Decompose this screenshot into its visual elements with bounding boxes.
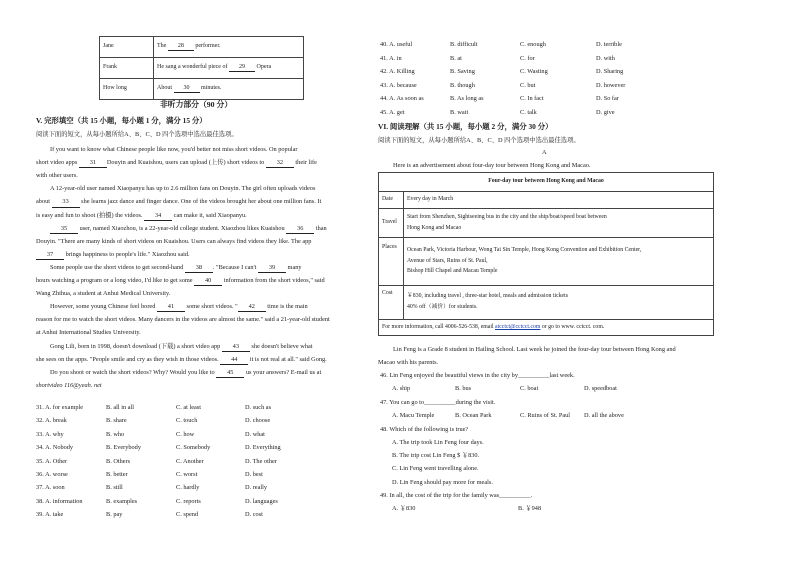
listening-row-value [154, 58, 304, 79]
cloze-line [50, 146, 369, 154]
option[interactable]: D. however [596, 81, 626, 89]
blank[interactable]: 39 [258, 264, 286, 273]
cloze-line [36, 251, 369, 260]
cloze-line [36, 382, 369, 390]
option[interactable]: 36. A. worse [36, 471, 68, 478]
listening-post: minutes. [199, 84, 222, 91]
cloze-line [36, 277, 369, 286]
option[interactable]: 37. A. soon [36, 484, 65, 492]
cloze-text: Do you shoot or watch the short videos? Why? Would you like to [50, 368, 217, 376]
blank[interactable]: 37 [36, 251, 64, 260]
option[interactable]: C. talk [520, 108, 537, 116]
answer-option[interactable]: A. ￥830 [392, 505, 416, 513]
ad-cost-line1: ￥830, including travel , three-star hotel, meals and admission tickets [407, 293, 568, 300]
cloze-text: . "Because I can't [212, 263, 258, 271]
option[interactable]: D. choose [245, 417, 271, 425]
answer-option[interactable]: C. boat [520, 385, 539, 393]
ad-places-line3: Bishop Hill Chapel and Macau Temple [407, 268, 498, 275]
option[interactable]: 39. A. take [36, 511, 64, 519]
option[interactable]: 45. A. get [380, 108, 405, 116]
listening-post: performer. [193, 42, 221, 49]
passage2-line1: Lin Feng is a Grade 8 student in Hailing School. Last week he joined the four-day tour between Hong Kong and [393, 346, 676, 353]
option[interactable]: B. all in all [106, 404, 134, 411]
ad-table [378, 172, 714, 336]
answer-option[interactable]: D. speedboat [584, 385, 617, 393]
option[interactable]: B. examples [106, 497, 138, 505]
option[interactable]: C. at least [176, 404, 202, 411]
cloze-line [36, 356, 369, 365]
cloze-text: us your answers? E-mail us at [244, 368, 322, 376]
option[interactable]: B. still [106, 484, 123, 492]
option[interactable]: D. really [245, 484, 268, 492]
listening-row [100, 58, 304, 79]
option[interactable]: C. reports [176, 497, 201, 505]
cloze-text: A 12-year-old user named Xiaopanyu has up to 2.6 million fans on Douyin. The girl often uploads videos [50, 185, 316, 193]
cloze-text: Douyin and Kuaishou, users can upload (上传) short videos to [106, 159, 266, 167]
option[interactable]: C. how [176, 430, 195, 438]
passage2-line2: Macao with his parents. [378, 359, 439, 366]
cloze-line [36, 238, 369, 246]
cloze-text: is easy and fun to shoot (拍摄) the videos. [36, 211, 145, 219]
option[interactable]: 44. A. As soon as [380, 95, 424, 102]
listening-row-key: Frank [100, 58, 154, 79]
option[interactable]: 33. A. why [36, 430, 64, 438]
blank[interactable]: 44 [220, 356, 248, 365]
ad-places-key: Places [379, 238, 404, 286]
blank[interactable]: 28 [168, 43, 194, 52]
option[interactable]: B. better [106, 471, 128, 478]
blank[interactable]: 42 [238, 303, 266, 312]
option[interactable]: C. touch [176, 417, 198, 425]
option[interactable]: 35. A. Other [36, 457, 68, 465]
option[interactable]: C. hardly [176, 484, 200, 492]
cloze-line [36, 329, 369, 337]
blank[interactable]: 41 [157, 303, 185, 312]
cloze-text: Wang Zhihua, a student at Anhui Medical University. [36, 290, 171, 298]
answer-option[interactable]: B. Ocean Park [455, 412, 492, 420]
ad-more-info [379, 320, 714, 336]
answer-option[interactable]: A. ship [392, 385, 411, 393]
blank[interactable]: 43 [222, 343, 250, 352]
ad-places-line1: Ocean Park, Victoria Harbour, Wong Tai Sin Temple, Hong Kong Convention and Exhibition Center, [407, 247, 642, 254]
cloze-line [36, 212, 369, 221]
listening-row-value [154, 79, 304, 100]
cloze-text: Gong Lili, born in 1998, doesn't download (下载) a short video app [50, 342, 222, 350]
blank[interactable]: 35 [50, 225, 78, 234]
ad-email-link[interactable]: atcctct@cctcct.com [495, 323, 541, 330]
cloze-text: brings happiness to people's life." Xiaozhou said. [64, 250, 190, 258]
ad-date-key: Date [379, 192, 404, 209]
option[interactable]: C. enough [520, 41, 546, 48]
question-stem: 49. In all, the cost of the trip for the family was__________. [380, 491, 533, 499]
ad-places-line2: Avenue of Stars, Ruins of St. Paul, [407, 257, 488, 264]
cloze-text: it is not real at all." said Gong. [248, 355, 327, 363]
answer-option[interactable]: B. ￥948 [518, 505, 542, 513]
option[interactable]: D. terrible [596, 41, 622, 48]
answer-option[interactable]: B. The trip cost Lin Feng $ ￥830. [392, 452, 480, 460]
listening-row [100, 79, 304, 100]
option[interactable]: B. Everybody [106, 444, 141, 452]
option[interactable]: 38. A. information [36, 497, 83, 505]
cloze-text: If you want to know what Chinese people like now, you'd better not miss short videos. On popular [50, 146, 298, 153]
option[interactable]: B. Saving [450, 68, 475, 75]
cloze-text: reason for me to watch the short videos. Many dancers in the videos are almost the same." said a 21-year-old student [36, 316, 330, 324]
option[interactable]: B. pay [106, 511, 123, 519]
option[interactable]: C. Wasting [520, 68, 548, 75]
blank[interactable]: 32 [266, 159, 294, 168]
ad-more-text: For more information, call 4006-526-538, email [382, 323, 496, 330]
cloze-text: at Anhui International Studies University. [36, 329, 141, 337]
blank[interactable]: 30 [174, 85, 200, 94]
answer-option[interactable]: D. all the above [584, 412, 624, 420]
option[interactable]: B. difficult [450, 41, 478, 48]
cloze-text: she sees on the apps. "People smile and cry as they wish in those videos. [36, 355, 221, 363]
listening-table [99, 36, 304, 100]
cloze-text: Some people use the short videos to get second-hand [50, 263, 185, 271]
answer-option[interactable]: A. Macu Temple [392, 412, 435, 420]
section5-instruction: 阅读下面的短文，从每小题所给A、B、C、D 四个选项中选出最佳选项。 [36, 131, 238, 138]
option[interactable]: C. In fact [520, 95, 544, 102]
cloze-text: user, named Xiaozhou, is a 22-year-old college student. Xiaozhou likes Kuaishou [78, 224, 287, 232]
cloze-line [36, 172, 369, 180]
ad-cost-line2: 40% off（减价）for students. [407, 304, 478, 310]
answer-option[interactable]: B. bus [455, 385, 472, 393]
cloze-text: information from the short videos," said [222, 277, 325, 284]
option[interactable]: C. spend [176, 511, 199, 519]
cloze-text: she doesn't believe what [249, 342, 313, 350]
option[interactable]: D. So far [596, 95, 619, 102]
cloze-text: short video apps [36, 159, 79, 167]
option[interactable]: 34. A. Nobody [36, 444, 74, 452]
cloze-text: about [36, 198, 52, 206]
cloze-text: many [285, 263, 302, 271]
option[interactable]: 43. A. because [380, 81, 417, 89]
listening-row-key: How long [100, 79, 154, 100]
cloze-text: shortvideo 116@yeah. net [36, 381, 102, 389]
cloze-line [36, 316, 369, 324]
option[interactable]: D. give [596, 108, 615, 116]
option[interactable]: B. though [450, 81, 475, 89]
option[interactable]: C. but [520, 81, 536, 89]
cloze-line [50, 369, 369, 378]
blank[interactable]: 38 [185, 264, 213, 273]
question-stem: 46. Lin Feng enjoyed the beautiful views in the city by__________last week. [380, 372, 575, 379]
cloze-text: their life [293, 159, 317, 167]
option[interactable]: D. cost [245, 511, 263, 519]
listening-pre: He sang a wonderful piece of [157, 63, 229, 70]
cloze-text: hours watching a program or a long video, I'd like to get some [36, 277, 195, 284]
cloze-text: she learns jazz dance and finger dance. One of the videos brought her about one million fans. It [79, 198, 322, 206]
option[interactable]: D. such as [245, 404, 272, 411]
section6-heading: VI. 阅读理解（共 15 小题，每小题 2 分，满分 30 分） [378, 122, 553, 131]
cloze-line [50, 264, 369, 273]
passage-label: A [542, 149, 547, 156]
option[interactable]: D. with [596, 54, 615, 62]
passage-intro: Here is an advertisement about four-day tour between Hong Kong and Macao. [393, 162, 591, 169]
option[interactable]: B. As long as [450, 95, 484, 102]
option[interactable]: 40. A. useful [380, 41, 413, 48]
cloze-line [50, 185, 369, 193]
option[interactable]: 42. A. Killing [380, 68, 415, 75]
option[interactable]: C. worst [176, 471, 198, 478]
ad-date-value: Every day in March [404, 192, 714, 209]
option[interactable]: B. share [106, 417, 127, 425]
answer-option[interactable]: C. Lin Feng went travelling alone. [392, 465, 479, 473]
ad-cost-key: Cost [379, 286, 404, 320]
ad-travel-line1: Start from Shenzhen, Sightseeing bus in the city and the ship/boat/speed boat between [407, 213, 607, 220]
option[interactable]: B. Others [106, 457, 131, 465]
cloze-text: However, some young Chinese feel bored [50, 303, 157, 311]
cloze-line [36, 198, 369, 207]
blank[interactable]: 29 [229, 64, 255, 73]
ad-travel-key: Travel [379, 209, 404, 238]
ad-title: Four-day tour between Hong Kong and Macao [379, 173, 714, 192]
listening-row-key: Jane [100, 37, 154, 58]
question-stem: 47. You can go to__________during the visit. [380, 398, 496, 406]
cloze-text: than [314, 224, 327, 232]
section6-instruction: 阅读下面的短文，从每小题所给A、B、C、D 四个选项中选出最佳选项。 [378, 137, 580, 144]
option[interactable]: 32. A. break [36, 417, 67, 425]
ad-travel-line2: Hong Kong and Macao [407, 224, 462, 231]
listening-pre: About [157, 84, 174, 91]
option[interactable]: D. languages [245, 497, 278, 505]
question-stem: 48. Which of the following is true? [380, 425, 469, 433]
option[interactable]: C. Somebody [176, 444, 211, 452]
non-listening-title: 非听力部分（90 分） [160, 100, 233, 109]
blank[interactable]: 45 [216, 369, 244, 378]
answer-option[interactable]: D. Lin Feng should pay more for meals. [392, 478, 493, 486]
option[interactable]: 41. A. in [380, 54, 402, 62]
cloze-text: Douyin. "There are many kinds of short videos on Kuaishou. Users can always find videos they like. The app [36, 237, 312, 245]
blank[interactable]: 36 [286, 225, 314, 234]
listening-row-value [154, 37, 304, 58]
option[interactable]: C. Another [176, 457, 204, 465]
option[interactable]: D. The other [245, 457, 277, 465]
blank[interactable]: 34 [144, 212, 172, 221]
option[interactable]: B. who [106, 430, 125, 438]
answer-option[interactable]: C. Ruins of St. Paul [520, 412, 571, 420]
option[interactable]: D. Sharing [596, 68, 624, 75]
cloze-line [50, 225, 369, 234]
cloze-line [50, 303, 369, 312]
cloze-line [36, 290, 369, 298]
option[interactable]: D. Everything [245, 444, 281, 452]
section5-heading: V. 完形填空（共 15 小题，每小题 1 分，满分 15 分） [36, 116, 207, 125]
listening-pre: The [157, 42, 168, 49]
option[interactable]: 31. A. for example [36, 404, 84, 411]
option[interactable]: C. for [520, 54, 535, 62]
answer-option[interactable]: A. The trip took Lin Feng four days. [392, 439, 484, 446]
option[interactable]: B. wait [450, 108, 469, 116]
option[interactable]: D. what [245, 430, 265, 438]
cloze-text: time is the main [265, 303, 308, 311]
blank[interactable]: 31 [79, 159, 107, 168]
cloze-text: can make it, said Xiaopanyu. [172, 211, 247, 219]
listening-row [100, 37, 304, 58]
cloze-line [36, 159, 369, 168]
blank[interactable]: 33 [52, 198, 80, 207]
option[interactable]: D. best [245, 471, 263, 478]
cloze-text: some short videos. " [184, 303, 238, 311]
cloze-line [50, 343, 369, 352]
ad-more-text2: or go to www. cctcct. com. [540, 323, 605, 330]
blank[interactable]: 40 [194, 277, 222, 286]
cloze-text: with other users. [36, 172, 78, 180]
option[interactable]: B. at [450, 54, 462, 62]
listening-post: Opera [254, 63, 272, 70]
